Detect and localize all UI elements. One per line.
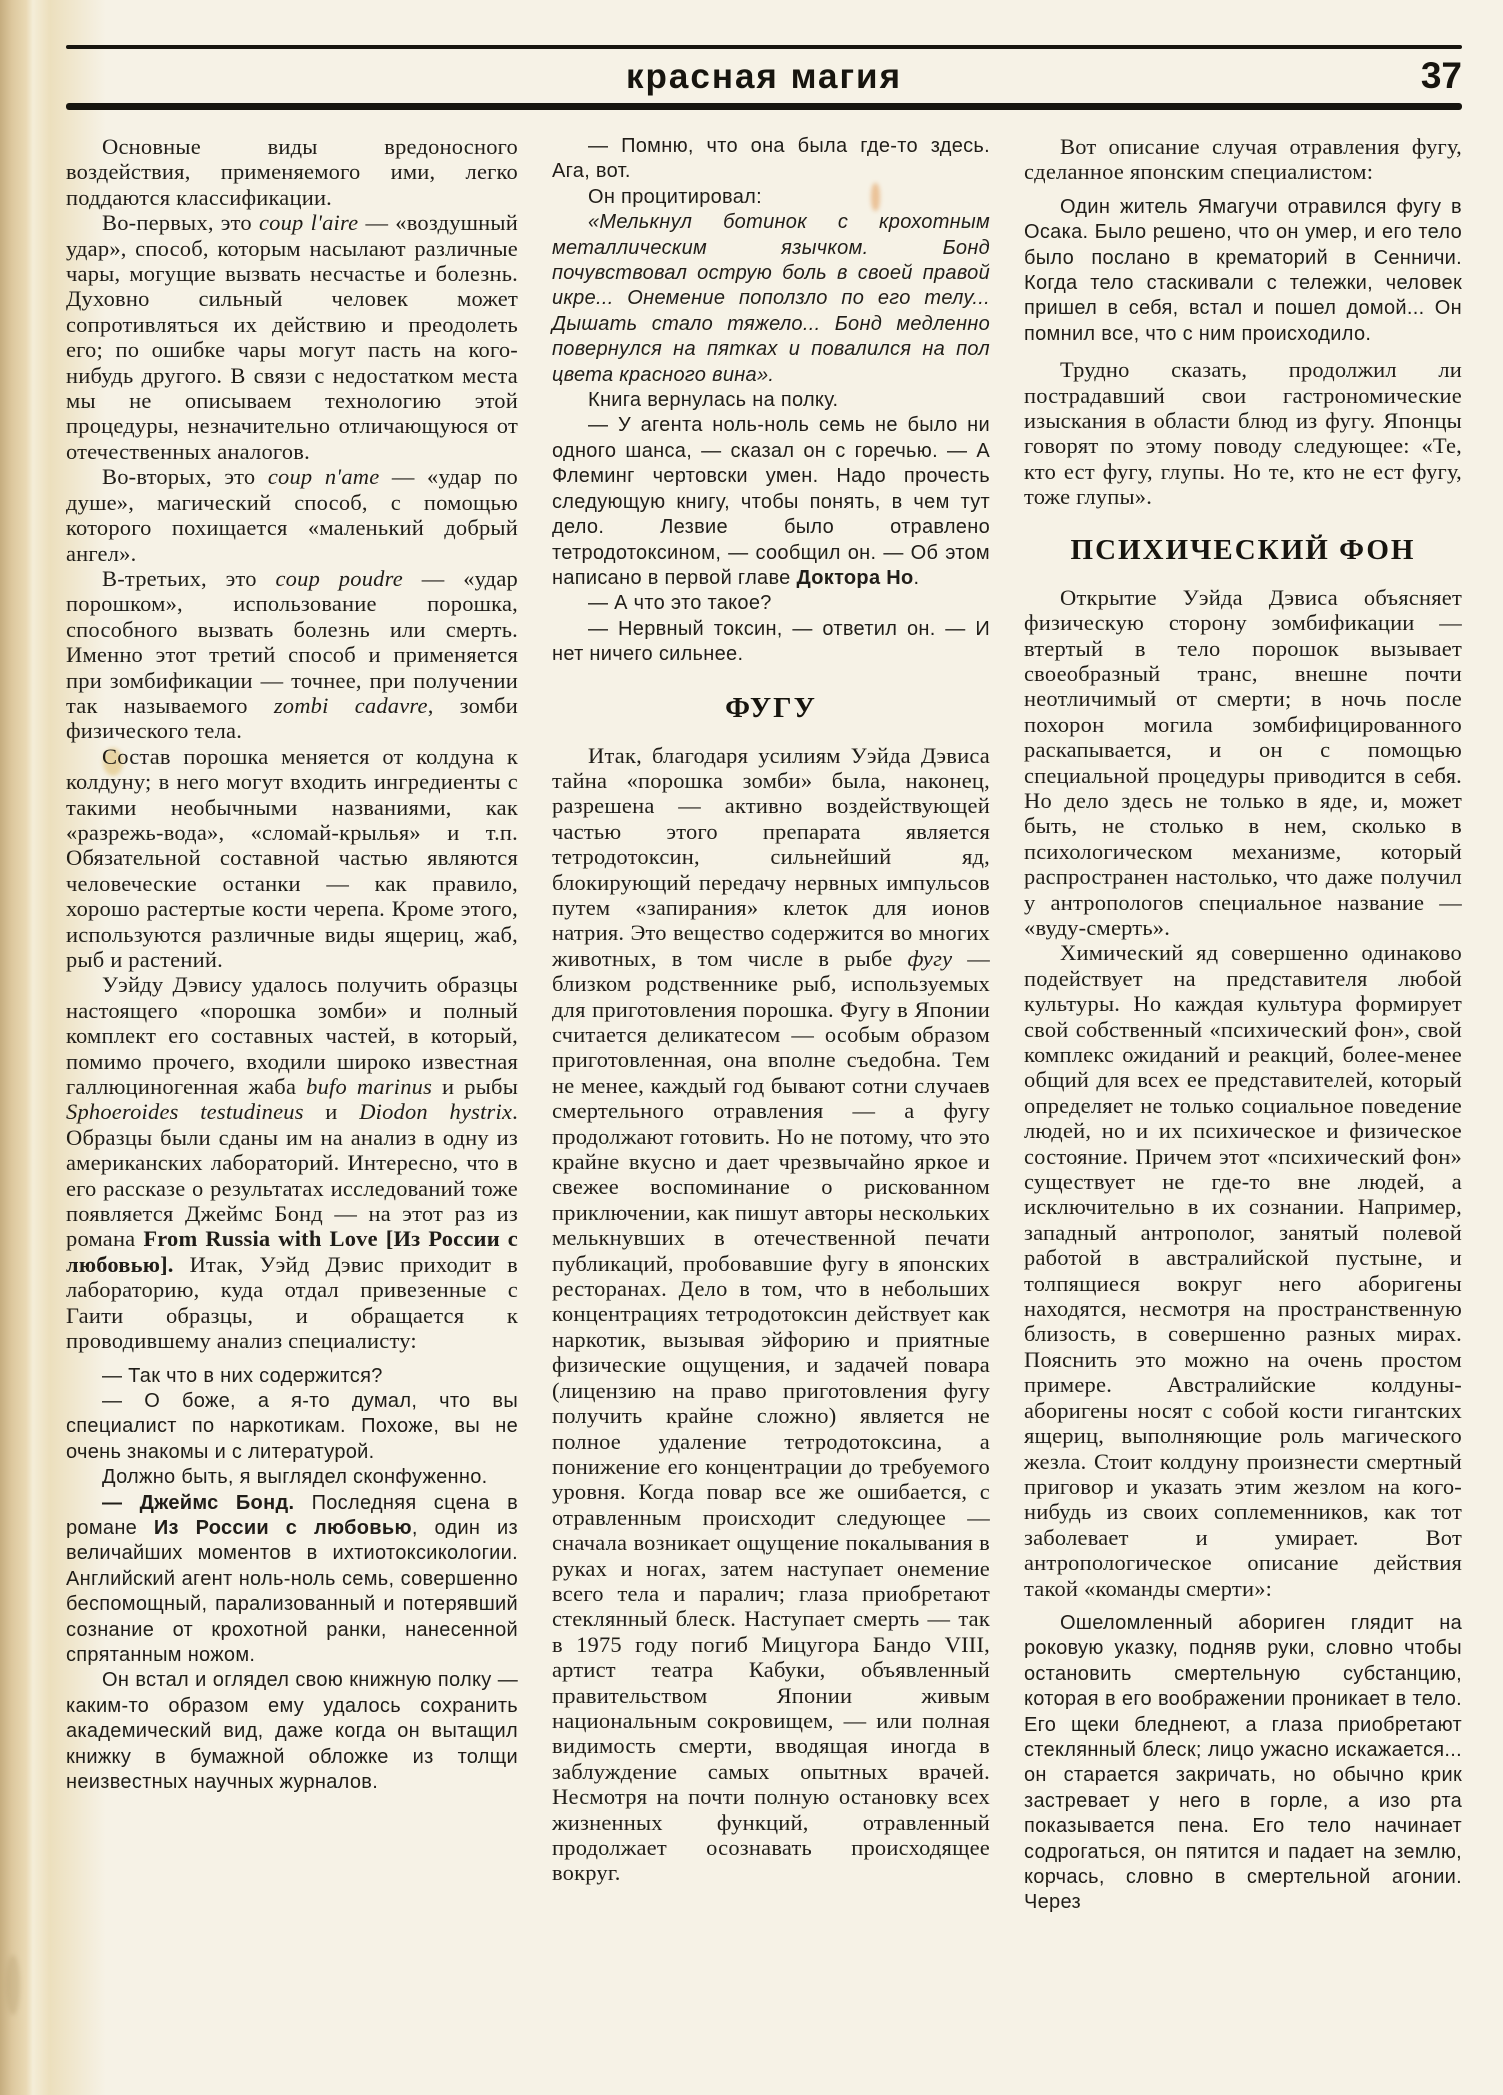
paragraph [552,413,990,591]
text-run: From Russia with Love [Из России с любовью]. [66,1226,518,1277]
text-run: — А что это такое? [588,592,772,615]
section-heading [1024,534,1462,567]
text-run: ПСИХИЧЕСКИЙ ФОН [1070,533,1416,566]
text-run: — «удар по душе», магический способ, с помощью которого похищается «маленький добрый ангел». [66,464,518,566]
paragraph [552,743,990,1886]
text-columns [66,134,1462,1916]
text-run: coup poudre [275,565,403,591]
column-3 [1024,134,1462,1916]
text-run: , один из величайших моментов в ихтиотоксикологии. Английский агент ноль-ноль семь, совершенно беспомощный, парализованный и потерявший сознание от крохотной ранки, нанесенной спрятанным ножом. [66,1516,518,1666]
paragraph [552,388,990,413]
text-run: Основные виды вредоносного воздействия, применяемого ими, легко поддаются классификации. [66,134,518,210]
text-run: zombi cadavre [273,692,428,718]
text-run: — У агента ноль-ноль семь не было ни одного шанса, — сказал он с горечью. — А Флеминг чертовски умен. Надо прочесть следующую книгу, чтобы понять, в чем тут дело. Лезвие было отравлено тетродотоксином, — сообщил он. — Об этом написано в первой главе [552,414,990,589]
text-run: — Джеймс Бонд. [102,1491,295,1514]
text-run: — «удар порошком», использование порошка, способного вызвать болезнь или смерть. Именно этот третий способ и применяется при зомбификации — точнее, при получении так называемого [66,565,518,718]
paragraph [66,134,518,210]
text-run: Из России с любовью [153,1516,412,1539]
text-run: Один житель Ямагучи отравился фугу в Осака. Было решено, что он умер, и его тело было послано в крематорий в Сенничи. Когда тело стаскивали с тележки, человек пришел в себя, встал и пошел домой... Он помнил все, что с ним происходило. [1024,195,1462,345]
text-run: — близком родственнике рыб, используемых для приготовления порошка. Фугу в Японии считается деликатесом — особым образом приготовленная, она вполне съедобна. Тем не менее, каждый год бывают сотни случаев смертельного отравления — а фугу продолжают готовить. Но не потому, что это крайне вкусно и дает чрезвычайно яркое и свежее воспоминание о рискованном приключении, как пишут авторы нескольких мелькнувших в отечественной печати публикаций, пробовавшие фугу в японских ресторанах. Дело в том, что в небольших концентрациях тетродотоксин действует как наркотик, вызывая эйфорию и приятные физические ощущения, и задачей повара (лицензию на право приготовления фугу получить крайне сложно) является не полное удаление тетродотоксина, а понижение его концентрации до требуемого уровня. Когда повар все же ошибается, с отравленным происходит следующее — сначала возникает ощущение покалывания в руках и ногах, затем наступает онемение всего тела и паралич; глаза приобретают стеклянный блеск. Наступает смерть — так в 1975 году погиб Мицугора Бандо VIII, артист театра Кабуки, объявленный правительством Японии живым национальным сокровищем, — или полная видимость смерти, вводящая иногда в заблуждение самых опытных врачей. Несмотря на почти полную остановку всех жизненных функций, отравленный продолжает осознавать происходящее вокруг. [552,945,990,1886]
text-run: Состав порошка меняется от колдуна к колдуну; в него могут входить ингредиенты с такими необычными названиями, как «разрежь-вода», «сломай-крылья» и т.п. Обязательной составной частью являются человеческие останки — как правило, хорошо растертые кости черепа. Кроме этого, используются различные виды ящериц, жаб, рыб и растений. [66,743,518,972]
text-run: coup l'aire [258,210,359,236]
text-run: Химический яд совершенно одинаково подействует на представителя любой культуры. Но каждая культура формирует свой собственный «психический фон», свой комплекс ожиданий и реакций, более-менее общий для всех ее представителей, который определяет не только социальное поведение людей, но и их психическое и физическое состояние. Причем этот «психический фон» существует не где-то вне людей, а исключительно в их сознании. Например, западный антрополог, занятый полевой работой в австралийской пустыне, и толпящиеся вокруг него аборигены находятся, несмотря на пространственную близость, в совершенно разных мирах. Пояснить это можно на очень простом примере. Австралийские колдуны-аборигены носят с собой кости гигантских ящериц, выполняющие роль магического жезла. Стоит колдуну произнести смертный приговор и указать этим жезлом на кого-нибудь из своих соплеменников, как тот заболевает и умирает. Вот антропологическое описание действия такой «команды смерти»: [1024,940,1462,1601]
text-run: Вот описание случая отравления фугу, сделанное японским специалистом: [1024,134,1462,185]
text-run: bufo marinus [306,1074,433,1100]
page-stain [6,1955,20,2015]
text-run: — Так что в них содержится? [102,1364,383,1387]
paragraph [1024,1611,1462,1916]
text-run: и [303,1099,360,1125]
text-run: Открытие Уэйда Дэвиса объясняет физическую сторону зомбификации — втертый в тело порошок вызывает своеобразный транс, внешне почти неотличимый от смерти; в ночь после похорон могила зомбифицированного раскапывается, и он с помощью специальной процедуры приводится в себя. Но дело здесь не только в яде, и, может быть, не столько в нем, сколько в психологическом механизме, который распространен настолько, что даже получил у антропологов специальное название — «вуду-смерть». [1024,584,1462,940]
running-head [66,49,1462,103]
text-run: ФУГУ [725,691,817,724]
paragraph [66,972,518,1353]
paragraph [1024,357,1462,509]
paragraph [1024,195,1462,347]
text-run: фугу [907,945,953,971]
column-2 [552,134,990,1916]
paragraph [66,464,518,566]
text-run: В-третьих, это [102,565,276,591]
paragraph [552,210,990,388]
text-run: , зомби физического тела. [66,692,518,744]
paragraph [66,566,518,744]
text-run: Итак, Уэйд Дэвис приходит в лабораторию, куда отдал привезенные с Гаити образцы, и обращается к проводившему анализ специалисту: [66,1251,518,1354]
text-run: Diodon hystrix [359,1099,513,1125]
text-run: Ошеломленный абориген глядит на роковую указку, подняв руки, словно чтобы остановить смертельную субстанцию, которая в его воображении проникает в тело. Его щеки бледнеют, а глаза приобретают стеклянный блеск; лицо ужасно искажается... он старается закричать, но обычно крик застревает у него в горле, а изо рта показывается пена. Его тело начинает содрогаться, он пятится и падает на землю, корчась, словно в смертельной агонии. Через [1024,1611,1462,1914]
paragraph [66,1389,518,1465]
paragraph [66,1465,518,1490]
running-head-title: красная магия [626,57,902,96]
paragraph [66,1668,518,1795]
text-run: Последняя сцена в романе [66,1491,518,1539]
text-run: — О боже, а я-то думал, что вы специалист по наркотикам. Похоже, вы не очень знакомы и с литературой. [66,1389,518,1463]
paragraph [1024,940,1462,1601]
header-rule-bottom [66,103,1462,110]
text-run: — Помню, что она была где-то здесь. Ага, вот. [552,135,990,183]
section-heading [552,692,990,725]
text-run: и рыбы [432,1074,519,1100]
paragraph [66,1364,518,1389]
text-run: — «воздушный удар», способ, которым насылают различные чары, могущие вызвать несчастье и болезнь. Духовно сильный человек может сопротивляться их действию и преодолеть его; по ошибке чары могут пасть на кого-нибудь другого. В связи с недостатком места мы не описываем технологию этой процедуры, незначительно отличающуюся от отечественных аналогов. [66,210,518,464]
paragraph [552,185,990,210]
text-run: . Образцы были сданы им на анализ в одну из американских лабораторий. Интересно, что в его рассказе о результатах исследований тоже появляется Джеймс Бонд — на этот раз из романа [66,1099,518,1252]
text-run: Во-вторых, это [102,464,268,490]
text-run: Доктора Но [796,566,914,589]
text-run: «Мелькнул ботинок с крохотным металлическим язычком. Бонд почувствовал острую боль в своей правой икре... Онемение поползло по его телу... Дышать стало тяжело... Бонд медленно повернулся на пятках и повалился на пол цвета красного вина». [552,211,990,386]
paragraph [1024,585,1462,941]
paragraph [1024,134,1462,185]
text-run: Во-первых, это [102,210,259,236]
text-run: Sphoeroides testudineus [66,1099,304,1125]
paragraph [66,210,518,464]
text-run: coup n'ame [267,464,380,490]
paragraph [552,591,990,616]
paragraph [552,134,990,185]
text-run: Он встал и оглядел свою книжную полку — каким-то образом ему удалось сохранить академический вид, даже когда он вытащил книжку в бумажной обложке из толщи неизвестных научных журналов. [66,1669,518,1793]
text-run: Книга вернулась на полку. [588,389,839,412]
text-run: Итак, благодаря усилиям Уэйда Дэвиса тайна «порошка зомби» была, наконец, разрешена — активно воздействующей частью этого препарата является тетродотоксин, сильнейший яд, блокирующий передачу нервных импульсов путем «запирания» клеток для ионов натрия. Это вещество содержится во многих животных, в том числе в рыбе [552,742,990,971]
paragraph [66,744,518,973]
text-run: Должно быть, я выглядел сконфуженно. [102,1466,488,1489]
text-run: Он процитировал: [588,185,762,208]
paragraph [552,617,990,668]
text-run: . [913,566,920,589]
text-run: Трудно сказать, продолжил ли пострадавший свои гастрономические изыскания в области блюд из фугу. Японцы говорят по этому поводу следующее: «Те, кто ест фугу, глупы. Но те, кто не ест фугу, тоже глупы». [1024,357,1462,510]
text-run: Уэйду Дэвису удалось получить образцы настоящего «порошка зомби» и полный комплект его составных частей, в который, помимо прочего, входили широко известная галлюциногенная жаба [66,972,518,1100]
page-number: 37 [1420,55,1462,96]
paragraph [66,1491,518,1669]
column-1 [66,134,518,1916]
text-run: — Нервный токсин, — ответил он. — И нет ничего сильнее. [552,617,990,666]
